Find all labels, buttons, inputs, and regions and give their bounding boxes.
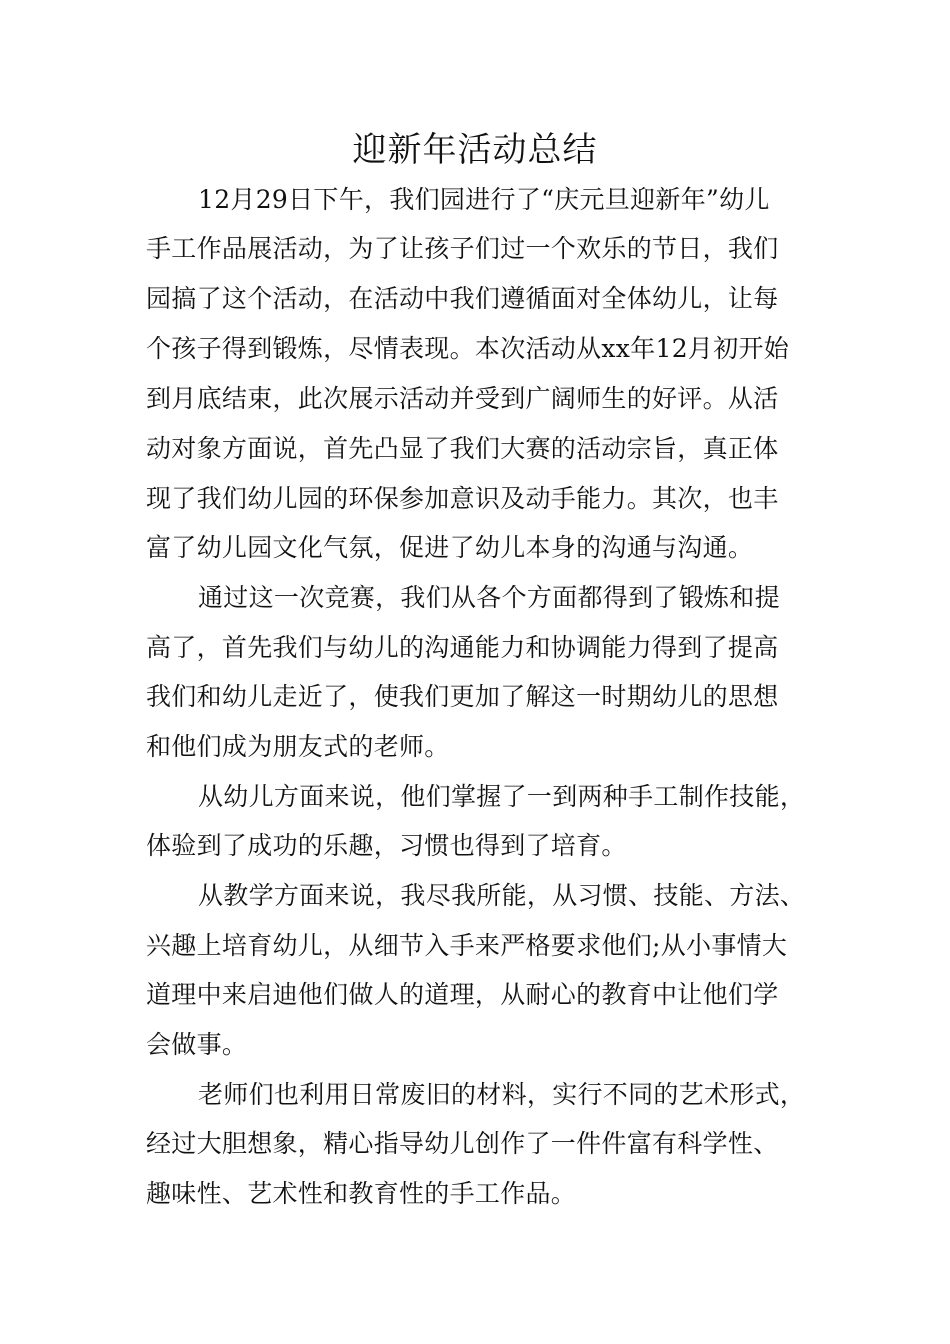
paragraph-2-line-4: 和他们成为朋友式的老师。 [146,732,450,761]
paragraph-4-line-4: 会做事。 [146,1030,248,1059]
paragraph-1-line-6: 动对象方面说，首先凸显了我们大赛的活动宗旨，真正体 [146,434,779,463]
paragraph-1-line-7: 现了我们幼儿园的环保参加意识及动手能力。其次，也丰 [146,484,779,513]
paragraph-2-line-3: 我们和幼儿走近了，使我们更加了解这一时期幼儿的思想 [146,682,779,711]
paragraph-3-line-2: 体验到了成功的乐趣，习惯也得到了培育。 [146,831,627,860]
paragraph-1-line-3: 园搞了这个活动，在活动中我们遵循面对全体幼儿，让每 [146,284,779,313]
paragraph-4-line-3: 道理中来启迪他们做人的道理，从耐心的教育中让他们学 [146,980,779,1009]
paragraph-5-line-3: 趣味性、艺术性和教育性的手工作品。 [146,1179,577,1208]
paragraph-1-line-1: 12月29日下午，我们园进行了“庆元旦迎新年”幼儿 [198,185,770,214]
paragraph-1-line-4: 个孩子得到锻炼，尽情表现。本次活动从xx年12月初开始 [146,334,790,363]
paragraph-1-line-2: 手工作品展活动，为了让孩子们过一个欢乐的节日，我们 [146,234,779,263]
paragraph-1-line-5: 到月底结束，此次展示活动并受到广阔师生的好评。从活 [146,384,779,413]
document-title: 迎新年活动总结 [352,130,598,170]
paragraph-4-line-1: 从教学方面来说，我尽我所能，从习惯、技能、方法、 [198,881,806,910]
paragraph-5-line-2: 经过大胆想象，精心指导幼儿创作了一件件富有科学性、 [146,1129,779,1158]
paragraph-3-line-1: 从幼儿方面来说，他们掌握了一到两种手工制作技能， [198,782,806,811]
paragraph-5-line-1: 老师们也利用日常废旧的材料，实行不同的艺术形式， [198,1080,806,1109]
paragraph-2-line-1: 通过这一次竞赛，我们从各个方面都得到了锻炼和提 [198,583,780,612]
paragraph-2-line-2: 高了，首先我们与幼儿的沟通能力和协调能力得到了提高 [146,633,779,662]
paragraph-4-line-2: 兴趣上培育幼儿，从细节入手来严格要求他们;从小事情大 [146,931,788,960]
paragraph-1-line-8: 富了幼儿园文化气氛，促进了幼儿本身的沟通与沟通。 [146,533,754,562]
